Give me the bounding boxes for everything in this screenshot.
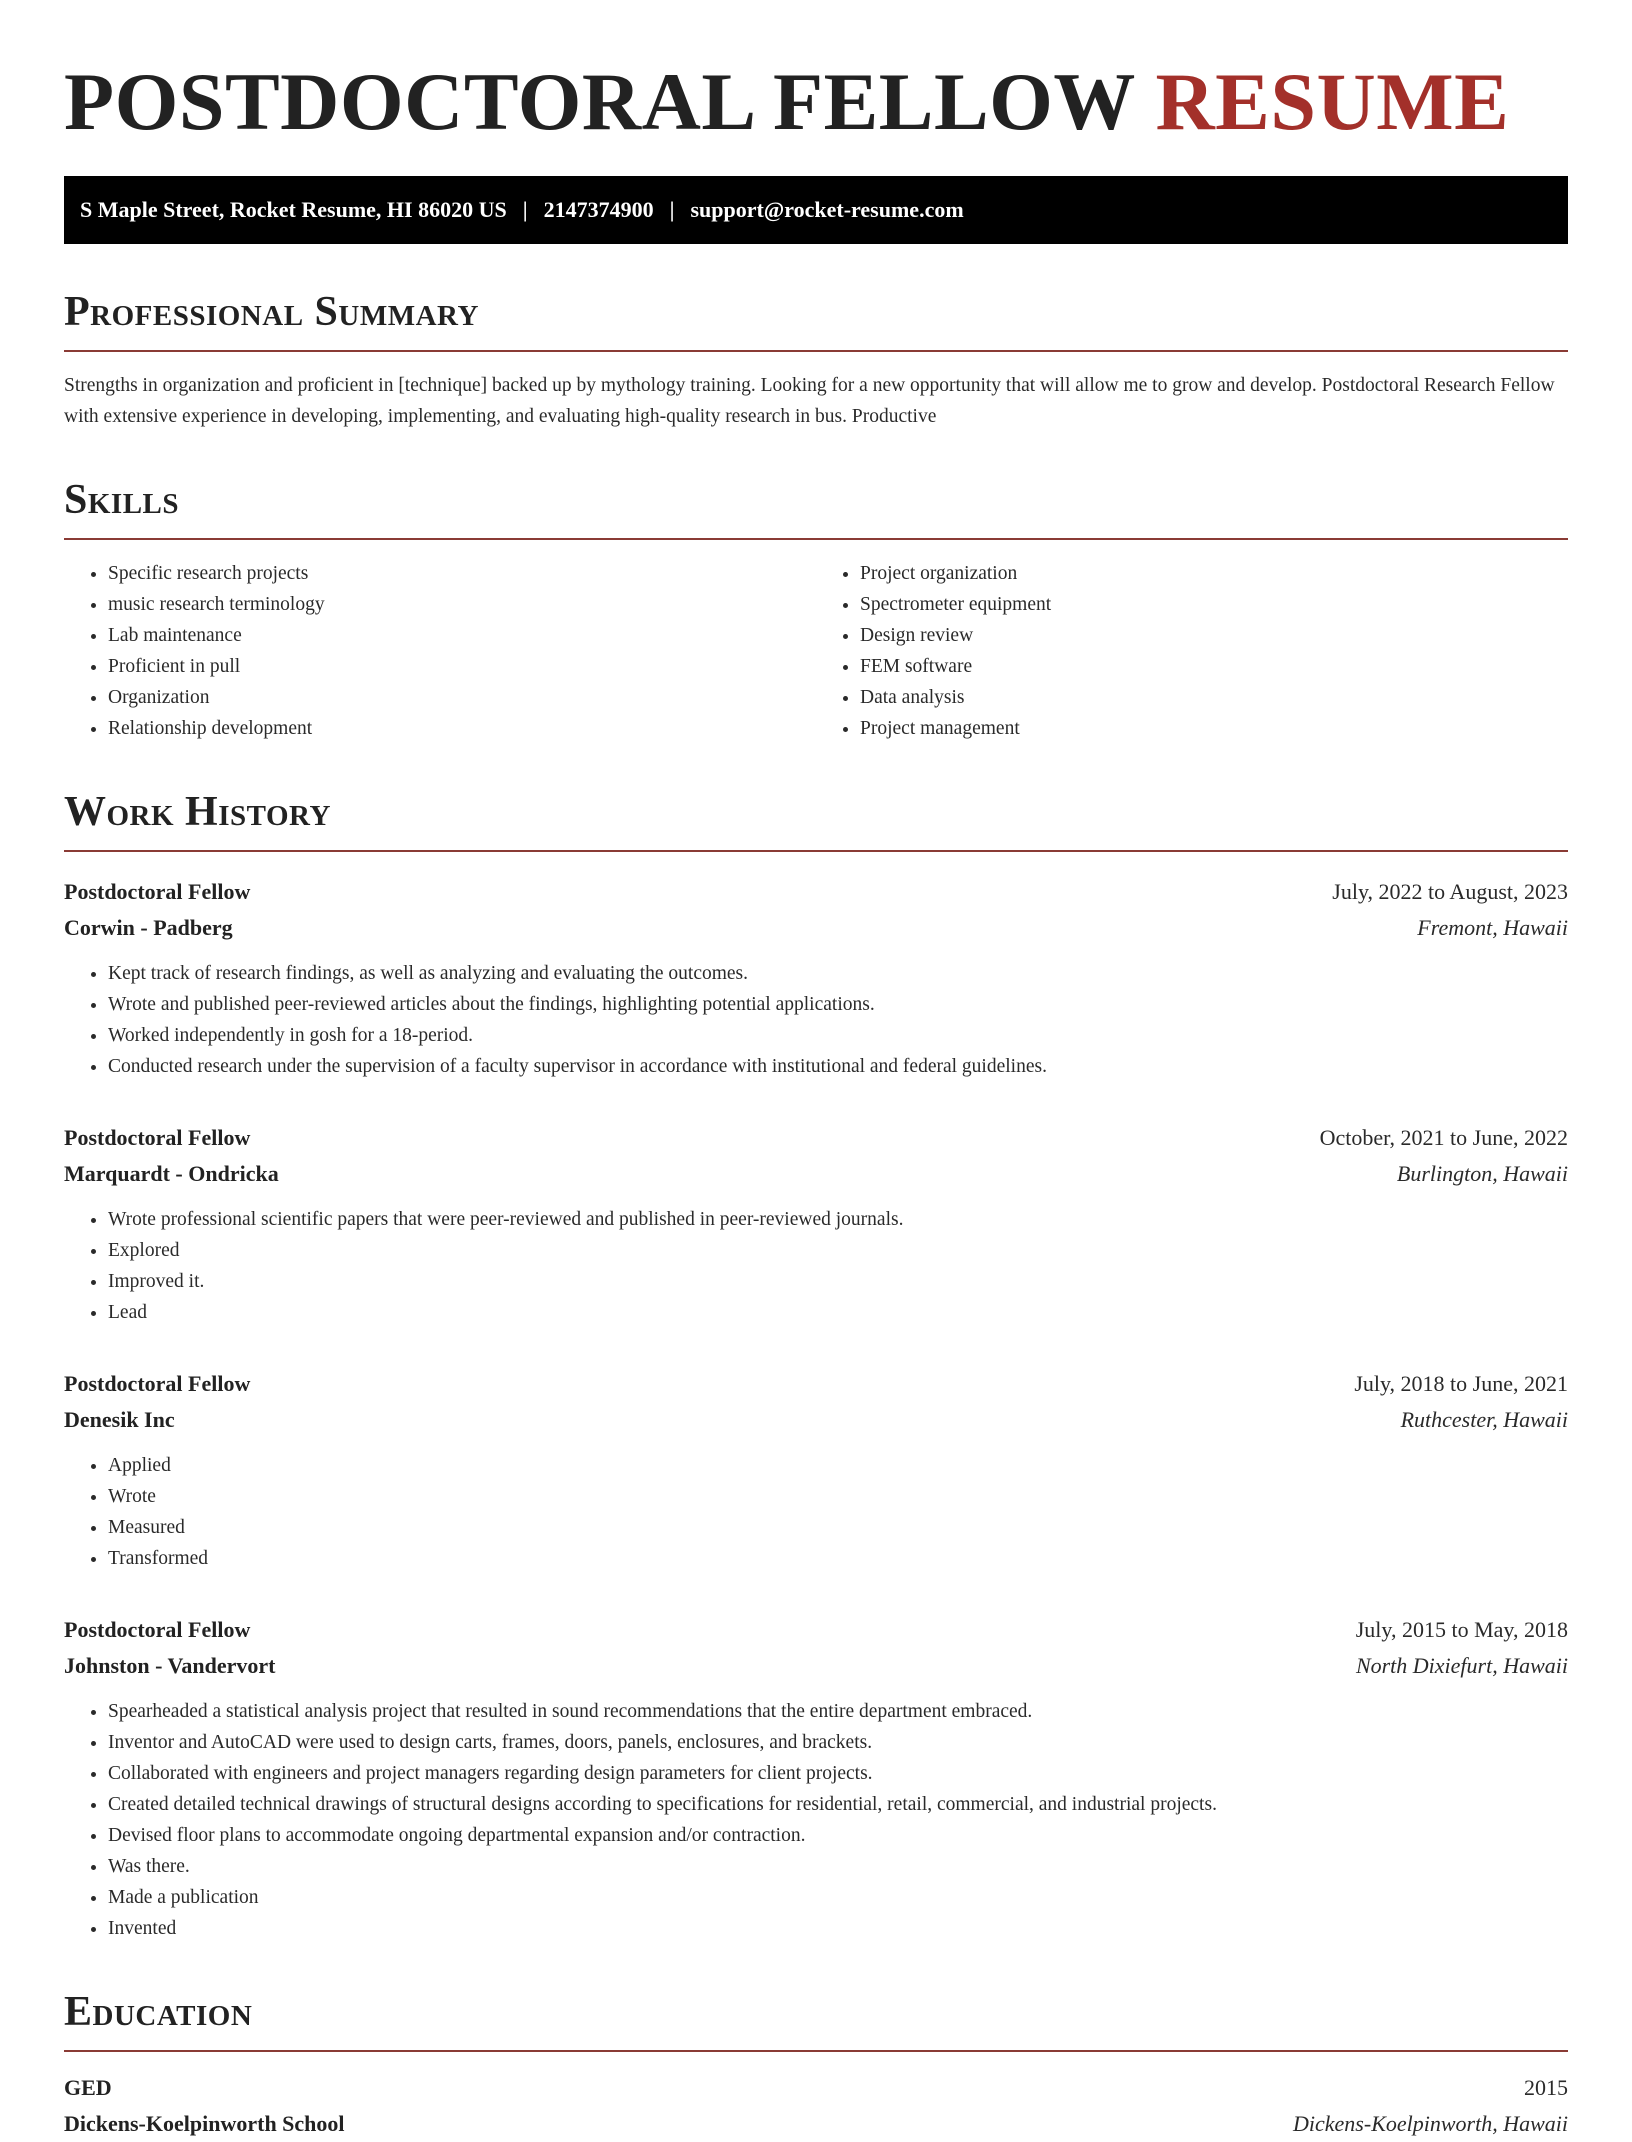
job-entry xyxy=(64,1366,1568,1574)
title-main: POSTDOCTORAL FELLOW xyxy=(64,56,1135,147)
work-history-heading: Work History xyxy=(64,788,1568,852)
job-location: Burlington, Hawaii xyxy=(1396,1161,1568,1186)
job-bullets xyxy=(64,958,1568,1082)
job-bullet: • Worked independently in gosh for a 18-period. xyxy=(108,1020,1568,1051)
job-entry xyxy=(64,1120,1568,1328)
job-company: Denesik Inc xyxy=(64,1407,175,1432)
job-bullet: • Transformed xyxy=(108,1543,1568,1574)
job-bullet: • Improved it. xyxy=(108,1266,1568,1297)
job-bullet: • Lead xyxy=(108,1297,1568,1328)
skills-section xyxy=(64,476,1568,744)
skill-item: • Specific research projects xyxy=(108,558,816,589)
job-title: Postdoctoral Fellow xyxy=(64,1371,251,1396)
job-entry xyxy=(64,874,1568,1082)
contact-address: S Maple Street, Rocket Resume, HI 86020 US xyxy=(80,197,507,222)
job-bullets xyxy=(64,1696,1568,1944)
education-section xyxy=(64,1988,1568,2142)
skills-column-right xyxy=(816,558,1568,744)
job-bullets xyxy=(64,1204,1568,1328)
job-bullet: • Conducted research under the supervision of a faculty supervisor in accordance with institutional and federal guidelines. xyxy=(108,1051,1568,1082)
contact-separator: | xyxy=(669,197,675,222)
job-bullet: • Kept track of research findings, as well as analyzing and evaluating the outcomes. xyxy=(108,958,1568,989)
education-school: Dickens-Koelpinworth School xyxy=(64,2111,345,2136)
skill-item: • music research terminology xyxy=(108,589,816,620)
contact-email: support@rocket-resume.com xyxy=(690,197,964,222)
job-location: North Dixiefurt, Hawaii xyxy=(1355,1653,1568,1678)
job-bullet: • Created detailed technical drawings of structural designs according to specifications for residential, retail, commercial, and industrial projects. xyxy=(108,1789,1568,1820)
job-bullet: • Measured xyxy=(108,1512,1568,1543)
skills-heading: Skills xyxy=(64,476,1568,540)
education-degree-row xyxy=(64,2070,1568,2106)
skill-item: • Spectrometer equipment xyxy=(860,589,1568,620)
job-bullet: • Made a publication xyxy=(108,1882,1568,1913)
summary-text: Strengths in organization and proficient in [technique] backed up by mythology training. Looking for a new opportunity that will allow me to grow and develop. Postdoctoral Research Fellow with extensive experience in developing, implementing, and evaluating high-quality research in bus. Productive xyxy=(64,375,1555,427)
job-header-row xyxy=(64,1366,1568,1402)
education-location: Dickens-Koelpinworth, Hawaii xyxy=(1293,2111,1568,2136)
job-company-row xyxy=(64,1156,1568,1192)
skill-item: • Relationship development xyxy=(108,713,816,744)
skill-item: • Lab maintenance xyxy=(108,620,816,651)
skill-item: • FEM software xyxy=(860,651,1568,682)
education-degree: GED xyxy=(64,2075,112,2100)
job-bullet: • Invented xyxy=(108,1913,1568,1944)
job-dates: July, 2018 to June, 2021 xyxy=(1354,1371,1568,1396)
contact-bar xyxy=(64,176,1568,244)
job-title: Postdoctoral Fellow xyxy=(64,879,251,904)
job-company: Johnston - Vandervort xyxy=(64,1653,276,1678)
job-company-row xyxy=(64,910,1568,946)
job-bullet: • Explored xyxy=(108,1235,1568,1266)
job-bullet: • Spearheaded a statistical analysis project that resulted in sound recommendations that the entire department embraced. xyxy=(108,1696,1568,1727)
job-bullet: • Inventor and AutoCAD were used to design carts, frames, doors, panels, enclosures, and brackets. xyxy=(108,1727,1568,1758)
job-bullet: • Collaborated with engineers and project managers regarding design parameters for client projects. xyxy=(108,1758,1568,1789)
work-history-section xyxy=(64,788,1568,1944)
contact-separator: | xyxy=(522,197,528,222)
job-entry xyxy=(64,1612,1568,1944)
skills-grid xyxy=(64,558,1568,744)
skill-item: • Project organization xyxy=(860,558,1568,589)
education-heading: Education xyxy=(64,1988,1568,2052)
contact-phone: 2147374900 xyxy=(543,197,654,222)
education-school-row xyxy=(64,2106,1568,2142)
skill-item: • Project management xyxy=(860,713,1568,744)
job-location: Ruthcester, Hawaii xyxy=(1400,1407,1568,1432)
job-company: Corwin - Padberg xyxy=(64,915,233,940)
skill-item: • Data analysis xyxy=(860,682,1568,713)
job-bullet: • Applied xyxy=(108,1450,1568,1481)
skill-item: • Organization xyxy=(108,682,816,713)
summary-section xyxy=(64,288,1568,432)
job-company-row xyxy=(64,1648,1568,1684)
job-company: Marquardt - Ondricka xyxy=(64,1161,279,1186)
job-bullet: • Wrote professional scientific papers that were peer-reviewed and published in peer-reviewed journals. xyxy=(108,1204,1568,1235)
skills-column-left xyxy=(64,558,816,744)
job-bullet: • Wrote xyxy=(108,1481,1568,1512)
job-dates: July, 2015 to May, 2018 xyxy=(1355,1617,1568,1642)
education-entry xyxy=(64,2070,1568,2142)
job-header-row xyxy=(64,1120,1568,1156)
job-header-row xyxy=(64,1612,1568,1648)
summary-heading: Professional Summary xyxy=(64,288,1568,352)
job-bullet: • Was there. xyxy=(108,1851,1568,1882)
skill-item: • Proficient in pull xyxy=(108,651,816,682)
job-company-row xyxy=(64,1402,1568,1438)
job-dates: July, 2022 to August, 2023 xyxy=(1332,879,1568,904)
job-header-row xyxy=(64,874,1568,910)
job-title: Postdoctoral Fellow xyxy=(64,1125,251,1150)
job-bullet: • Devised floor plans to accommodate ongoing departmental expansion and/or contraction. xyxy=(108,1820,1568,1851)
job-bullets xyxy=(64,1450,1568,1574)
title-accent: RESUME xyxy=(1155,56,1510,147)
job-location: Fremont, Hawaii xyxy=(1417,915,1568,940)
resume-title xyxy=(64,56,1568,148)
job-dates: October, 2021 to June, 2022 xyxy=(1319,1125,1568,1150)
job-bullet: • Wrote and published peer-reviewed articles about the findings, highlighting potential applications. xyxy=(108,989,1568,1020)
education-year: 2015 xyxy=(1524,2075,1568,2100)
job-title: Postdoctoral Fellow xyxy=(64,1617,251,1642)
skill-item: • Design review xyxy=(860,620,1568,651)
